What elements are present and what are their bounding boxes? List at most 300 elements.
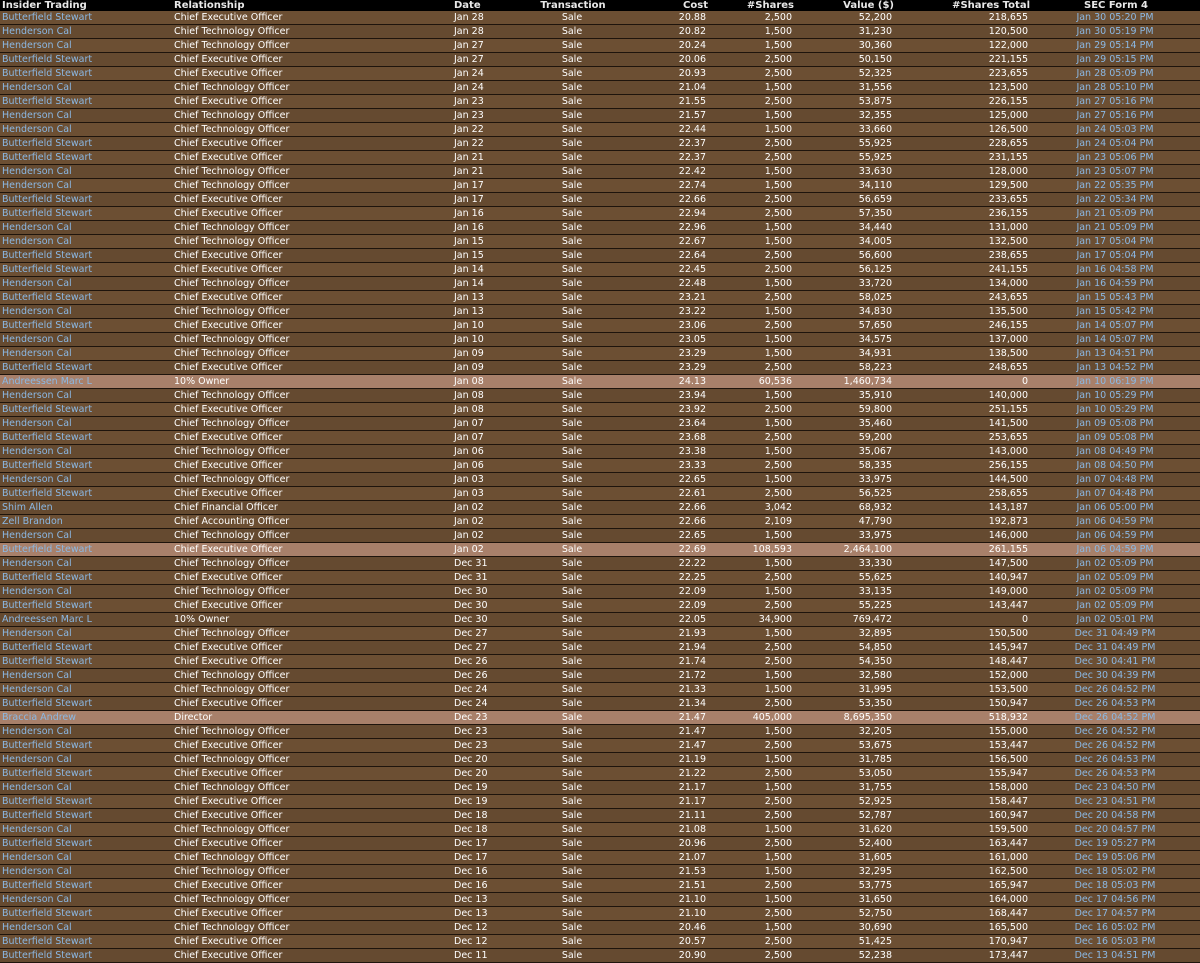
shares-cell: 405,000 <box>708 711 794 725</box>
sec-form-4-link[interactable]: Jan 08 04:50 PM <box>1030 459 1200 473</box>
relationship-cell: Chief Technology Officer <box>172 221 452 235</box>
value-cell: 31,620 <box>794 823 894 837</box>
insider-name-link[interactable]: Henderson Cal <box>0 627 172 641</box>
header-shares-total[interactable]: #Shares Total <box>894 0 1030 11</box>
cost-cell: 20.06 <box>622 53 708 67</box>
insider-name-link[interactable]: Henderson Cal <box>0 109 172 123</box>
insider-name-link[interactable]: Butterfield Stewart <box>0 207 172 221</box>
insider-name-link[interactable]: Henderson Cal <box>0 725 172 739</box>
transaction-cell: Sale <box>522 221 622 235</box>
insider-name-link[interactable]: Henderson Cal <box>0 333 172 347</box>
sec-form-4-link[interactable]: Jan 21 05:09 PM <box>1030 221 1200 235</box>
insider-name-link[interactable]: Butterfield Stewart <box>0 907 172 921</box>
sec-form-4-link[interactable]: Dec 18 05:02 PM <box>1030 865 1200 879</box>
insider-name-link[interactable]: Butterfield Stewart <box>0 949 172 963</box>
transaction-cell: Sale <box>522 949 622 963</box>
value-cell: 33,975 <box>794 529 894 543</box>
table-row <box>0 235 1200 249</box>
sec-form-4-link[interactable]: Dec 16 05:02 PM <box>1030 921 1200 935</box>
value-cell: 8,695,350 <box>794 711 894 725</box>
transaction-cell: Sale <box>522 809 622 823</box>
sec-form-4-link[interactable]: Jan 16 04:59 PM <box>1030 277 1200 291</box>
sec-form-4-link[interactable]: Jan 17 05:04 PM <box>1030 249 1200 263</box>
insider-name-link[interactable]: Henderson Cal <box>0 347 172 361</box>
insider-name-link[interactable]: Henderson Cal <box>0 851 172 865</box>
value-cell: 51,425 <box>794 935 894 949</box>
insider-name-link[interactable]: Henderson Cal <box>0 277 172 291</box>
transaction-cell: Sale <box>522 417 622 431</box>
sec-form-4-link[interactable]: Dec 26 04:52 PM <box>1030 725 1200 739</box>
insider-name-link[interactable]: Butterfield Stewart <box>0 151 172 165</box>
transaction-cell: Sale <box>522 543 622 557</box>
date-cell: Jan 03 <box>452 487 522 501</box>
date-cell: Dec 17 <box>452 837 522 851</box>
transaction-cell: Sale <box>522 655 622 669</box>
header-transaction[interactable]: Transaction <box>522 0 622 11</box>
sec-form-4-link[interactable]: Jan 21 05:09 PM <box>1030 207 1200 221</box>
date-cell: Jan 23 <box>452 95 522 109</box>
shares-cell: 60,536 <box>708 375 794 389</box>
sec-form-4-link[interactable]: Jan 10 05:29 PM <box>1030 403 1200 417</box>
insider-name-link[interactable]: Butterfield Stewart <box>0 809 172 823</box>
sec-form-4-link[interactable]: Jan 08 04:49 PM <box>1030 445 1200 459</box>
value-cell: 34,830 <box>794 305 894 319</box>
transaction-cell: Sale <box>522 403 622 417</box>
header-shares[interactable]: #Shares <box>708 0 794 11</box>
sec-form-4-link[interactable]: Dec 18 05:03 PM <box>1030 879 1200 893</box>
date-cell: Jan 06 <box>452 445 522 459</box>
sec-form-4-link[interactable]: Dec 26 04:53 PM <box>1030 753 1200 767</box>
date-cell: Dec 24 <box>452 683 522 697</box>
relationship-cell: 10% Owner <box>172 375 452 389</box>
sec-form-4-link[interactable]: Dec 31 04:49 PM <box>1030 627 1200 641</box>
relationship-cell: Chief Executive Officer <box>172 207 452 221</box>
insider-name-link[interactable]: Henderson Cal <box>0 221 172 235</box>
insider-name-link[interactable]: Butterfield Stewart <box>0 599 172 613</box>
sec-form-4-link[interactable]: Jan 06 04:59 PM <box>1030 543 1200 557</box>
transaction-cell: Sale <box>522 95 622 109</box>
sec-form-4-link[interactable]: Jan 06 04:59 PM <box>1030 529 1200 543</box>
relationship-cell: Chief Executive Officer <box>172 263 452 277</box>
relationship-cell: Chief Executive Officer <box>172 571 452 585</box>
value-cell: 31,605 <box>794 851 894 865</box>
sec-form-4-link[interactable]: Jan 09 05:08 PM <box>1030 431 1200 445</box>
relationship-cell: Chief Financial Officer <box>172 501 452 515</box>
shares-cell: 2,500 <box>708 697 794 711</box>
insider-name-link[interactable]: Henderson Cal <box>0 753 172 767</box>
insider-name-link[interactable]: Butterfield Stewart <box>0 641 172 655</box>
insider-name-link[interactable]: Butterfield Stewart <box>0 431 172 445</box>
insider-name-link[interactable]: Henderson Cal <box>0 893 172 907</box>
insider-name-link[interactable]: Butterfield Stewart <box>0 655 172 669</box>
insider-name-link[interactable]: Henderson Cal <box>0 305 172 319</box>
insider-name-link[interactable]: Butterfield Stewart <box>0 879 172 893</box>
shares-total-cell: 138,500 <box>894 347 1030 361</box>
insider-name-link[interactable]: Zell Brandon <box>0 515 172 529</box>
sec-form-4-link[interactable]: Dec 17 04:56 PM <box>1030 893 1200 907</box>
sec-form-4-link[interactable]: Dec 19 05:06 PM <box>1030 851 1200 865</box>
shares-cell: 2,500 <box>708 487 794 501</box>
sec-form-4-link[interactable]: Jan 16 04:58 PM <box>1030 263 1200 277</box>
relationship-cell: Chief Technology Officer <box>172 529 452 543</box>
insider-name-link[interactable]: Butterfield Stewart <box>0 459 172 473</box>
insider-name-link[interactable]: Henderson Cal <box>0 823 172 837</box>
value-cell: 32,355 <box>794 109 894 123</box>
shares-total-cell: 238,655 <box>894 249 1030 263</box>
sec-form-4-link[interactable]: Jan 09 05:08 PM <box>1030 417 1200 431</box>
insider-name-link[interactable]: Henderson Cal <box>0 865 172 879</box>
insider-name-link[interactable]: Butterfield Stewart <box>0 739 172 753</box>
table-row <box>0 641 1200 655</box>
table-row <box>0 459 1200 473</box>
insider-name-link[interactable]: Butterfield Stewart <box>0 53 172 67</box>
shares-cell: 108,593 <box>708 543 794 557</box>
value-cell: 32,295 <box>794 865 894 879</box>
insider-name-link[interactable]: Henderson Cal <box>0 585 172 599</box>
relationship-cell: Chief Technology Officer <box>172 333 452 347</box>
shares-total-cell: 159,500 <box>894 823 1030 837</box>
shares-cell: 1,500 <box>708 823 794 837</box>
shares-cell: 2,500 <box>708 641 794 655</box>
header-date[interactable]: Date <box>452 0 522 11</box>
date-cell: Dec 23 <box>452 711 522 725</box>
sec-form-4-link[interactable]: Jan 29 05:15 PM <box>1030 53 1200 67</box>
shares-total-cell: 155,000 <box>894 725 1030 739</box>
transaction-cell: Sale <box>522 683 622 697</box>
sec-form-4-link[interactable]: Dec 26 04:53 PM <box>1030 767 1200 781</box>
shares-cell: 2,500 <box>708 95 794 109</box>
shares-total-cell: 170,947 <box>894 935 1030 949</box>
shares-cell: 1,500 <box>708 781 794 795</box>
date-cell: Jan 15 <box>452 235 522 249</box>
sec-form-4-link[interactable]: Jan 23 05:06 PM <box>1030 151 1200 165</box>
date-cell: Jan 28 <box>452 11 522 25</box>
insider-name-link[interactable]: Henderson Cal <box>0 445 172 459</box>
sec-form-4-link[interactable]: Dec 31 04:49 PM <box>1030 641 1200 655</box>
cost-cell: 20.57 <box>622 935 708 949</box>
value-cell: 55,925 <box>794 137 894 151</box>
insider-name-link[interactable]: Braccia Andrew <box>0 711 172 725</box>
shares-cell: 1,500 <box>708 347 794 361</box>
insider-name-link[interactable]: Butterfield Stewart <box>0 571 172 585</box>
sec-form-4-link[interactable]: Jan 07 04:48 PM <box>1030 473 1200 487</box>
date-cell: Jan 27 <box>452 39 522 53</box>
relationship-cell: Chief Technology Officer <box>172 921 452 935</box>
insider-name-link[interactable]: Butterfield Stewart <box>0 697 172 711</box>
sec-form-4-link[interactable]: Jan 17 05:04 PM <box>1030 235 1200 249</box>
value-cell: 34,931 <box>794 347 894 361</box>
shares-cell: 1,500 <box>708 725 794 739</box>
sec-form-4-link[interactable]: Dec 13 04:51 PM <box>1030 949 1200 963</box>
value-cell: 35,067 <box>794 445 894 459</box>
cost-cell: 21.19 <box>622 753 708 767</box>
cost-cell: 21.72 <box>622 669 708 683</box>
shares-cell: 2,500 <box>708 935 794 949</box>
date-cell: Jan 21 <box>452 165 522 179</box>
relationship-cell: Chief Executive Officer <box>172 655 452 669</box>
sec-form-4-link[interactable]: Dec 17 04:57 PM <box>1030 907 1200 921</box>
shares-total-cell: 243,655 <box>894 291 1030 305</box>
date-cell: Dec 16 <box>452 879 522 893</box>
value-cell: 53,050 <box>794 767 894 781</box>
shares-cell: 34,900 <box>708 613 794 627</box>
sec-form-4-link[interactable]: Jan 15 05:43 PM <box>1030 291 1200 305</box>
insider-name-link[interactable]: Henderson Cal <box>0 165 172 179</box>
header-cost[interactable]: Cost <box>622 0 708 11</box>
cost-cell: 21.08 <box>622 823 708 837</box>
sec-form-4-link[interactable]: Dec 23 04:51 PM <box>1030 795 1200 809</box>
header-relationship[interactable]: Relationship <box>172 0 452 11</box>
insider-name-link[interactable]: Butterfield Stewart <box>0 193 172 207</box>
insider-name-link[interactable]: Henderson Cal <box>0 25 172 39</box>
insider-name-link[interactable]: Butterfield Stewart <box>0 487 172 501</box>
insider-name-link[interactable]: Butterfield Stewart <box>0 837 172 851</box>
sec-form-4-link[interactable]: Jan 14 05:07 PM <box>1030 333 1200 347</box>
value-cell: 53,775 <box>794 879 894 893</box>
insider-name-link[interactable]: Butterfield Stewart <box>0 11 172 25</box>
insider-name-link[interactable]: Henderson Cal <box>0 39 172 53</box>
date-cell: Dec 23 <box>452 725 522 739</box>
insider-name-link[interactable]: Butterfield Stewart <box>0 543 172 557</box>
sec-form-4-link[interactable]: Jan 02 05:09 PM <box>1030 585 1200 599</box>
relationship-cell: Chief Technology Officer <box>172 277 452 291</box>
sec-form-4-link[interactable]: Jan 22 05:35 PM <box>1030 179 1200 193</box>
sec-form-4-link[interactable]: Jan 15 05:42 PM <box>1030 305 1200 319</box>
relationship-cell: Chief Technology Officer <box>172 39 452 53</box>
insider-name-link[interactable]: Henderson Cal <box>0 557 172 571</box>
table-row <box>0 109 1200 123</box>
relationship-cell: Chief Technology Officer <box>172 445 452 459</box>
insider-name-link[interactable]: Henderson Cal <box>0 123 172 137</box>
cost-cell: 21.53 <box>622 865 708 879</box>
relationship-cell: Chief Executive Officer <box>172 291 452 305</box>
insider-name-link[interactable]: Butterfield Stewart <box>0 767 172 781</box>
sec-form-4-link[interactable]: Dec 20 04:58 PM <box>1030 809 1200 823</box>
insider-name-link[interactable]: Andreessen Marc L <box>0 375 172 389</box>
sec-form-4-link[interactable]: Jan 27 05:16 PM <box>1030 95 1200 109</box>
sec-form-4-link[interactable]: Jan 02 05:01 PM <box>1030 613 1200 627</box>
transaction-cell: Sale <box>522 823 622 837</box>
date-cell: Dec 30 <box>452 613 522 627</box>
sec-form-4-link[interactable]: Dec 30 04:39 PM <box>1030 669 1200 683</box>
shares-cell: 2,500 <box>708 767 794 781</box>
sec-form-4-link[interactable]: Jan 02 05:09 PM <box>1030 599 1200 613</box>
sec-form-4-link[interactable]: Jan 13 04:52 PM <box>1030 361 1200 375</box>
insider-name-link[interactable]: Shim Allen <box>0 501 172 515</box>
insider-name-link[interactable]: Butterfield Stewart <box>0 291 172 305</box>
cost-cell: 24.13 <box>622 375 708 389</box>
sec-form-4-link[interactable]: Jan 27 05:16 PM <box>1030 109 1200 123</box>
date-cell: Jan 17 <box>452 193 522 207</box>
relationship-cell: Chief Technology Officer <box>172 165 452 179</box>
shares-total-cell: 0 <box>894 613 1030 627</box>
relationship-cell: Chief Executive Officer <box>172 599 452 613</box>
sec-form-4-link[interactable]: Jan 06 04:59 PM <box>1030 515 1200 529</box>
cost-cell: 21.11 <box>622 809 708 823</box>
sec-form-4-link[interactable]: Dec 26 04:53 PM <box>1030 697 1200 711</box>
sec-form-4-link[interactable]: Jan 29 05:14 PM <box>1030 39 1200 53</box>
value-cell: 32,895 <box>794 627 894 641</box>
insider-name-link[interactable]: Henderson Cal <box>0 81 172 95</box>
value-cell: 58,223 <box>794 361 894 375</box>
insider-name-link[interactable]: Henderson Cal <box>0 417 172 431</box>
sec-form-4-link[interactable]: Dec 23 04:50 PM <box>1030 781 1200 795</box>
table-row <box>0 431 1200 445</box>
shares-cell: 2,500 <box>708 599 794 613</box>
insider-name-link[interactable]: Butterfield Stewart <box>0 137 172 151</box>
relationship-cell: Chief Executive Officer <box>172 431 452 445</box>
shares-total-cell: 518,932 <box>894 711 1030 725</box>
date-cell: Jan 07 <box>452 417 522 431</box>
sec-form-4-link[interactable]: Jan 28 05:10 PM <box>1030 81 1200 95</box>
insider-name-link[interactable]: Henderson Cal <box>0 921 172 935</box>
shares-cell: 1,500 <box>708 109 794 123</box>
insider-name-link[interactable]: Henderson Cal <box>0 389 172 403</box>
shares-cell: 1,500 <box>708 221 794 235</box>
shares-total-cell: 143,187 <box>894 501 1030 515</box>
value-cell: 30,360 <box>794 39 894 53</box>
cost-cell: 21.10 <box>622 907 708 921</box>
table-row <box>0 263 1200 277</box>
insider-name-link[interactable]: Henderson Cal <box>0 235 172 249</box>
shares-cell: 2,500 <box>708 837 794 851</box>
transaction-cell: Sale <box>522 725 622 739</box>
date-cell: Jan 13 <box>452 305 522 319</box>
sec-form-4-link[interactable]: Jan 22 05:34 PM <box>1030 193 1200 207</box>
transaction-cell: Sale <box>522 529 622 543</box>
insider-name-link[interactable]: Butterfield Stewart <box>0 67 172 81</box>
insider-name-link[interactable]: Butterfield Stewart <box>0 319 172 333</box>
table-row <box>0 417 1200 431</box>
cost-cell: 21.93 <box>622 627 708 641</box>
table-row <box>0 193 1200 207</box>
transaction-cell: Sale <box>522 109 622 123</box>
cost-cell: 20.93 <box>622 67 708 81</box>
insider-name-link[interactable]: Butterfield Stewart <box>0 403 172 417</box>
transaction-cell: Sale <box>522 557 622 571</box>
table-row <box>0 137 1200 151</box>
shares-total-cell: 221,155 <box>894 53 1030 67</box>
table-row <box>0 291 1200 305</box>
relationship-cell: Chief Technology Officer <box>172 179 452 193</box>
sec-form-4-link[interactable]: Jan 02 05:09 PM <box>1030 557 1200 571</box>
sec-form-4-link[interactable]: Jan 30 05:19 PM <box>1030 25 1200 39</box>
insider-name-link[interactable]: Butterfield Stewart <box>0 795 172 809</box>
cost-cell: 22.69 <box>622 543 708 557</box>
table-row <box>0 823 1200 837</box>
sec-form-4-link[interactable]: Jan 07 04:48 PM <box>1030 487 1200 501</box>
sec-form-4-link[interactable]: Dec 30 04:41 PM <box>1030 655 1200 669</box>
date-cell: Dec 27 <box>452 627 522 641</box>
relationship-cell: Chief Technology Officer <box>172 893 452 907</box>
shares-total-cell: 149,000 <box>894 585 1030 599</box>
sec-form-4-link[interactable]: Jan 14 05:07 PM <box>1030 319 1200 333</box>
insider-name-link[interactable]: Henderson Cal <box>0 683 172 697</box>
sec-form-4-link[interactable]: Dec 26 04:52 PM <box>1030 739 1200 753</box>
table-row <box>0 165 1200 179</box>
shares-total-cell: 165,947 <box>894 879 1030 893</box>
insider-name-link[interactable]: Henderson Cal <box>0 529 172 543</box>
sec-form-4-link[interactable]: Dec 19 05:27 PM <box>1030 837 1200 851</box>
date-cell: Dec 31 <box>452 557 522 571</box>
table-row <box>0 179 1200 193</box>
date-cell: Jan 08 <box>452 403 522 417</box>
insider-name-link[interactable]: Butterfield Stewart <box>0 935 172 949</box>
relationship-cell: Chief Executive Officer <box>172 95 452 109</box>
sec-form-4-link[interactable]: Jan 28 05:09 PM <box>1030 67 1200 81</box>
relationship-cell: Chief Executive Officer <box>172 193 452 207</box>
cost-cell: 23.94 <box>622 389 708 403</box>
header-insider-trading[interactable]: Insider Trading <box>0 0 172 11</box>
shares-total-cell: 156,500 <box>894 753 1030 767</box>
header-value[interactable]: Value ($) <box>794 0 894 11</box>
sec-form-4-link[interactable]: Jan 13 04:51 PM <box>1030 347 1200 361</box>
transaction-cell: Sale <box>522 921 622 935</box>
relationship-cell: Chief Technology Officer <box>172 781 452 795</box>
insider-name-link[interactable]: Butterfield Stewart <box>0 249 172 263</box>
insider-name-link[interactable]: Butterfield Stewart <box>0 263 172 277</box>
insider-name-link[interactable]: Butterfield Stewart <box>0 95 172 109</box>
value-cell: 57,650 <box>794 319 894 333</box>
sec-form-4-link[interactable]: Jan 10 06:19 PM <box>1030 375 1200 389</box>
date-cell: Jan 15 <box>452 249 522 263</box>
sec-form-4-link[interactable]: Jan 06 05:00 PM <box>1030 501 1200 515</box>
shares-total-cell: 143,447 <box>894 599 1030 613</box>
sec-form-4-link[interactable]: Dec 26 04:52 PM <box>1030 711 1200 725</box>
table-row <box>0 67 1200 81</box>
cost-cell: 22.66 <box>622 515 708 529</box>
transaction-cell: Sale <box>522 781 622 795</box>
sec-form-4-link[interactable]: Dec 16 05:03 PM <box>1030 935 1200 949</box>
date-cell: Dec 26 <box>452 669 522 683</box>
relationship-cell: Chief Technology Officer <box>172 347 452 361</box>
cost-cell: 20.46 <box>622 921 708 935</box>
insider-name-link[interactable]: Henderson Cal <box>0 473 172 487</box>
shares-cell: 2,500 <box>708 361 794 375</box>
insider-name-link[interactable]: Henderson Cal <box>0 781 172 795</box>
insider-name-link[interactable]: Henderson Cal <box>0 179 172 193</box>
sec-form-4-link[interactable]: Dec 20 04:57 PM <box>1030 823 1200 837</box>
sec-form-4-link[interactable]: Jan 02 05:09 PM <box>1030 571 1200 585</box>
header-sec-form-4[interactable]: SEC Form 4 <box>1030 0 1200 11</box>
sec-form-4-link[interactable]: Jan 23 05:07 PM <box>1030 165 1200 179</box>
sec-form-4-link[interactable]: Jan 24 05:03 PM <box>1030 123 1200 137</box>
sec-form-4-link[interactable]: Jan 24 05:04 PM <box>1030 137 1200 151</box>
sec-form-4-link[interactable]: Jan 10 05:29 PM <box>1030 389 1200 403</box>
table-row <box>0 319 1200 333</box>
sec-form-4-link[interactable]: Dec 26 04:52 PM <box>1030 683 1200 697</box>
relationship-cell: Chief Technology Officer <box>172 725 452 739</box>
shares-cell: 1,500 <box>708 683 794 697</box>
sec-form-4-link[interactable]: Jan 30 05:20 PM <box>1030 11 1200 25</box>
cost-cell: 21.47 <box>622 739 708 753</box>
relationship-cell: Chief Technology Officer <box>172 865 452 879</box>
insider-name-link[interactable]: Butterfield Stewart <box>0 361 172 375</box>
cost-cell: 22.74 <box>622 179 708 193</box>
cost-cell: 22.48 <box>622 277 708 291</box>
value-cell: 54,850 <box>794 641 894 655</box>
relationship-cell: Chief Executive Officer <box>172 543 452 557</box>
cost-cell: 22.61 <box>622 487 708 501</box>
transaction-cell: Sale <box>522 865 622 879</box>
transaction-cell: Sale <box>522 935 622 949</box>
insider-name-link[interactable]: Andreessen Marc L <box>0 613 172 627</box>
relationship-cell: 10% Owner <box>172 613 452 627</box>
cost-cell: 21.47 <box>622 711 708 725</box>
shares-total-cell: 150,947 <box>894 697 1030 711</box>
shares-cell: 2,500 <box>708 879 794 893</box>
insider-name-link[interactable]: Henderson Cal <box>0 669 172 683</box>
